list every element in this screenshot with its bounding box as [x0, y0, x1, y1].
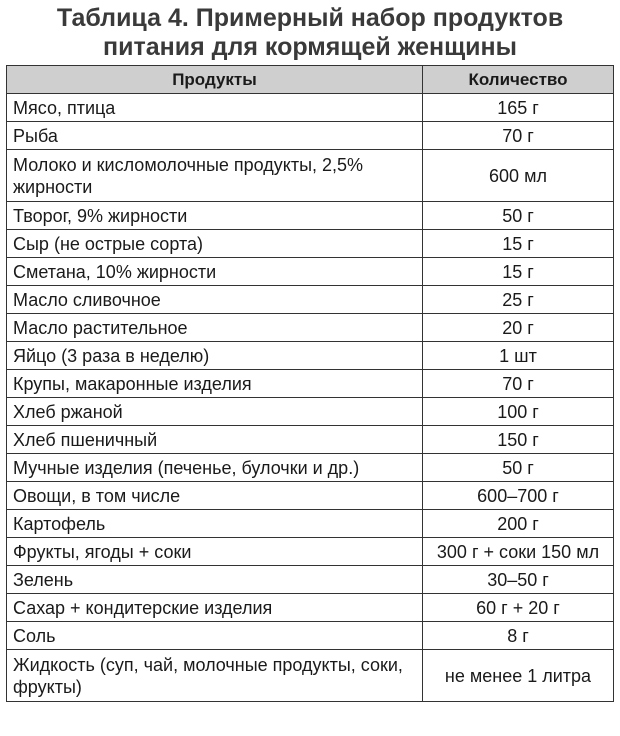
cell-quantity: 600 мл [423, 150, 614, 202]
cell-product: Зелень [7, 566, 423, 594]
cell-quantity: 60 г + 20 г [423, 594, 614, 622]
cell-product: Фрукты, ягоды + соки [7, 538, 423, 566]
table-row [7, 258, 614, 286]
cell-product: Яйцо (3 раза в неделю) [7, 342, 423, 370]
header-product: Продукты [7, 66, 423, 94]
table-row [7, 122, 614, 150]
table-row [7, 342, 614, 370]
cell-product: Сметана, 10% жирности [7, 258, 423, 286]
table-row [7, 230, 614, 258]
cell-quantity: 600–700 г [423, 482, 614, 510]
cell-quantity: 20 г [423, 314, 614, 342]
cell-quantity: не менее 1 литра [423, 650, 614, 702]
cell-product: Сахар + кондитерские изделия [7, 594, 423, 622]
cell-quantity: 300 г + соки 150 мл [423, 538, 614, 566]
table-row [7, 482, 614, 510]
header-quantity: Количество [423, 66, 614, 94]
cell-quantity: 50 г [423, 202, 614, 230]
table-row [7, 150, 614, 202]
table-row [7, 426, 614, 454]
cell-product: Мясо, птица [7, 94, 423, 122]
title-line-2: питания для кормящей женщины [102, 33, 517, 61]
table-row [7, 538, 614, 566]
cell-product: Масло растительное [7, 314, 423, 342]
cell-product: Картофель [7, 510, 423, 538]
cell-product: Сыр (не острые сорта) [7, 230, 423, 258]
cell-product: Масло сливочное [7, 286, 423, 314]
cell-quantity: 50 г [423, 454, 614, 482]
table-row [7, 594, 614, 622]
cell-quantity: 25 г [423, 286, 614, 314]
cell-product: Жидкость (суп, чай, молочные продукты, соки, фрукты) [7, 650, 423, 702]
cell-product: Творог, 9% жирности [7, 202, 423, 230]
title-line-1: Таблица 4. Примерный набор продуктов [56, 4, 564, 32]
cell-product: Рыба [7, 122, 423, 150]
cell-quantity: 100 г [423, 398, 614, 426]
cell-quantity: 70 г [423, 370, 614, 398]
cell-quantity: 70 г [423, 122, 614, 150]
products-table [6, 65, 614, 702]
table-row [7, 622, 614, 650]
cell-quantity: 150 г [423, 426, 614, 454]
cell-quantity: 200 г [423, 510, 614, 538]
cell-product: Овощи, в том числе [7, 482, 423, 510]
cell-product: Молоко и кисломолочные продукты, 2,5% жирности [7, 150, 423, 202]
cell-quantity: 30–50 г [423, 566, 614, 594]
cell-quantity: 8 г [423, 622, 614, 650]
table-row [7, 454, 614, 482]
cell-quantity: 1 шт [423, 342, 614, 370]
table-row [7, 510, 614, 538]
table-row [7, 398, 614, 426]
cell-product: Крупы, макаронные изделия [7, 370, 423, 398]
table-title [0, 0, 620, 62]
table-row [7, 286, 614, 314]
cell-quantity: 15 г [423, 258, 614, 286]
table-header-row [7, 66, 614, 94]
table-row [7, 566, 614, 594]
table-row [7, 94, 614, 122]
cell-product: Хлеб ржаной [7, 398, 423, 426]
table-row [7, 202, 614, 230]
table-row [7, 370, 614, 398]
cell-quantity: 15 г [423, 230, 614, 258]
cell-product: Хлеб пшеничный [7, 426, 423, 454]
table-row [7, 650, 614, 702]
cell-product: Соль [7, 622, 423, 650]
cell-product: Мучные изделия (печенье, булочки и др.) [7, 454, 423, 482]
cell-quantity: 165 г [423, 94, 614, 122]
table-row [7, 314, 614, 342]
